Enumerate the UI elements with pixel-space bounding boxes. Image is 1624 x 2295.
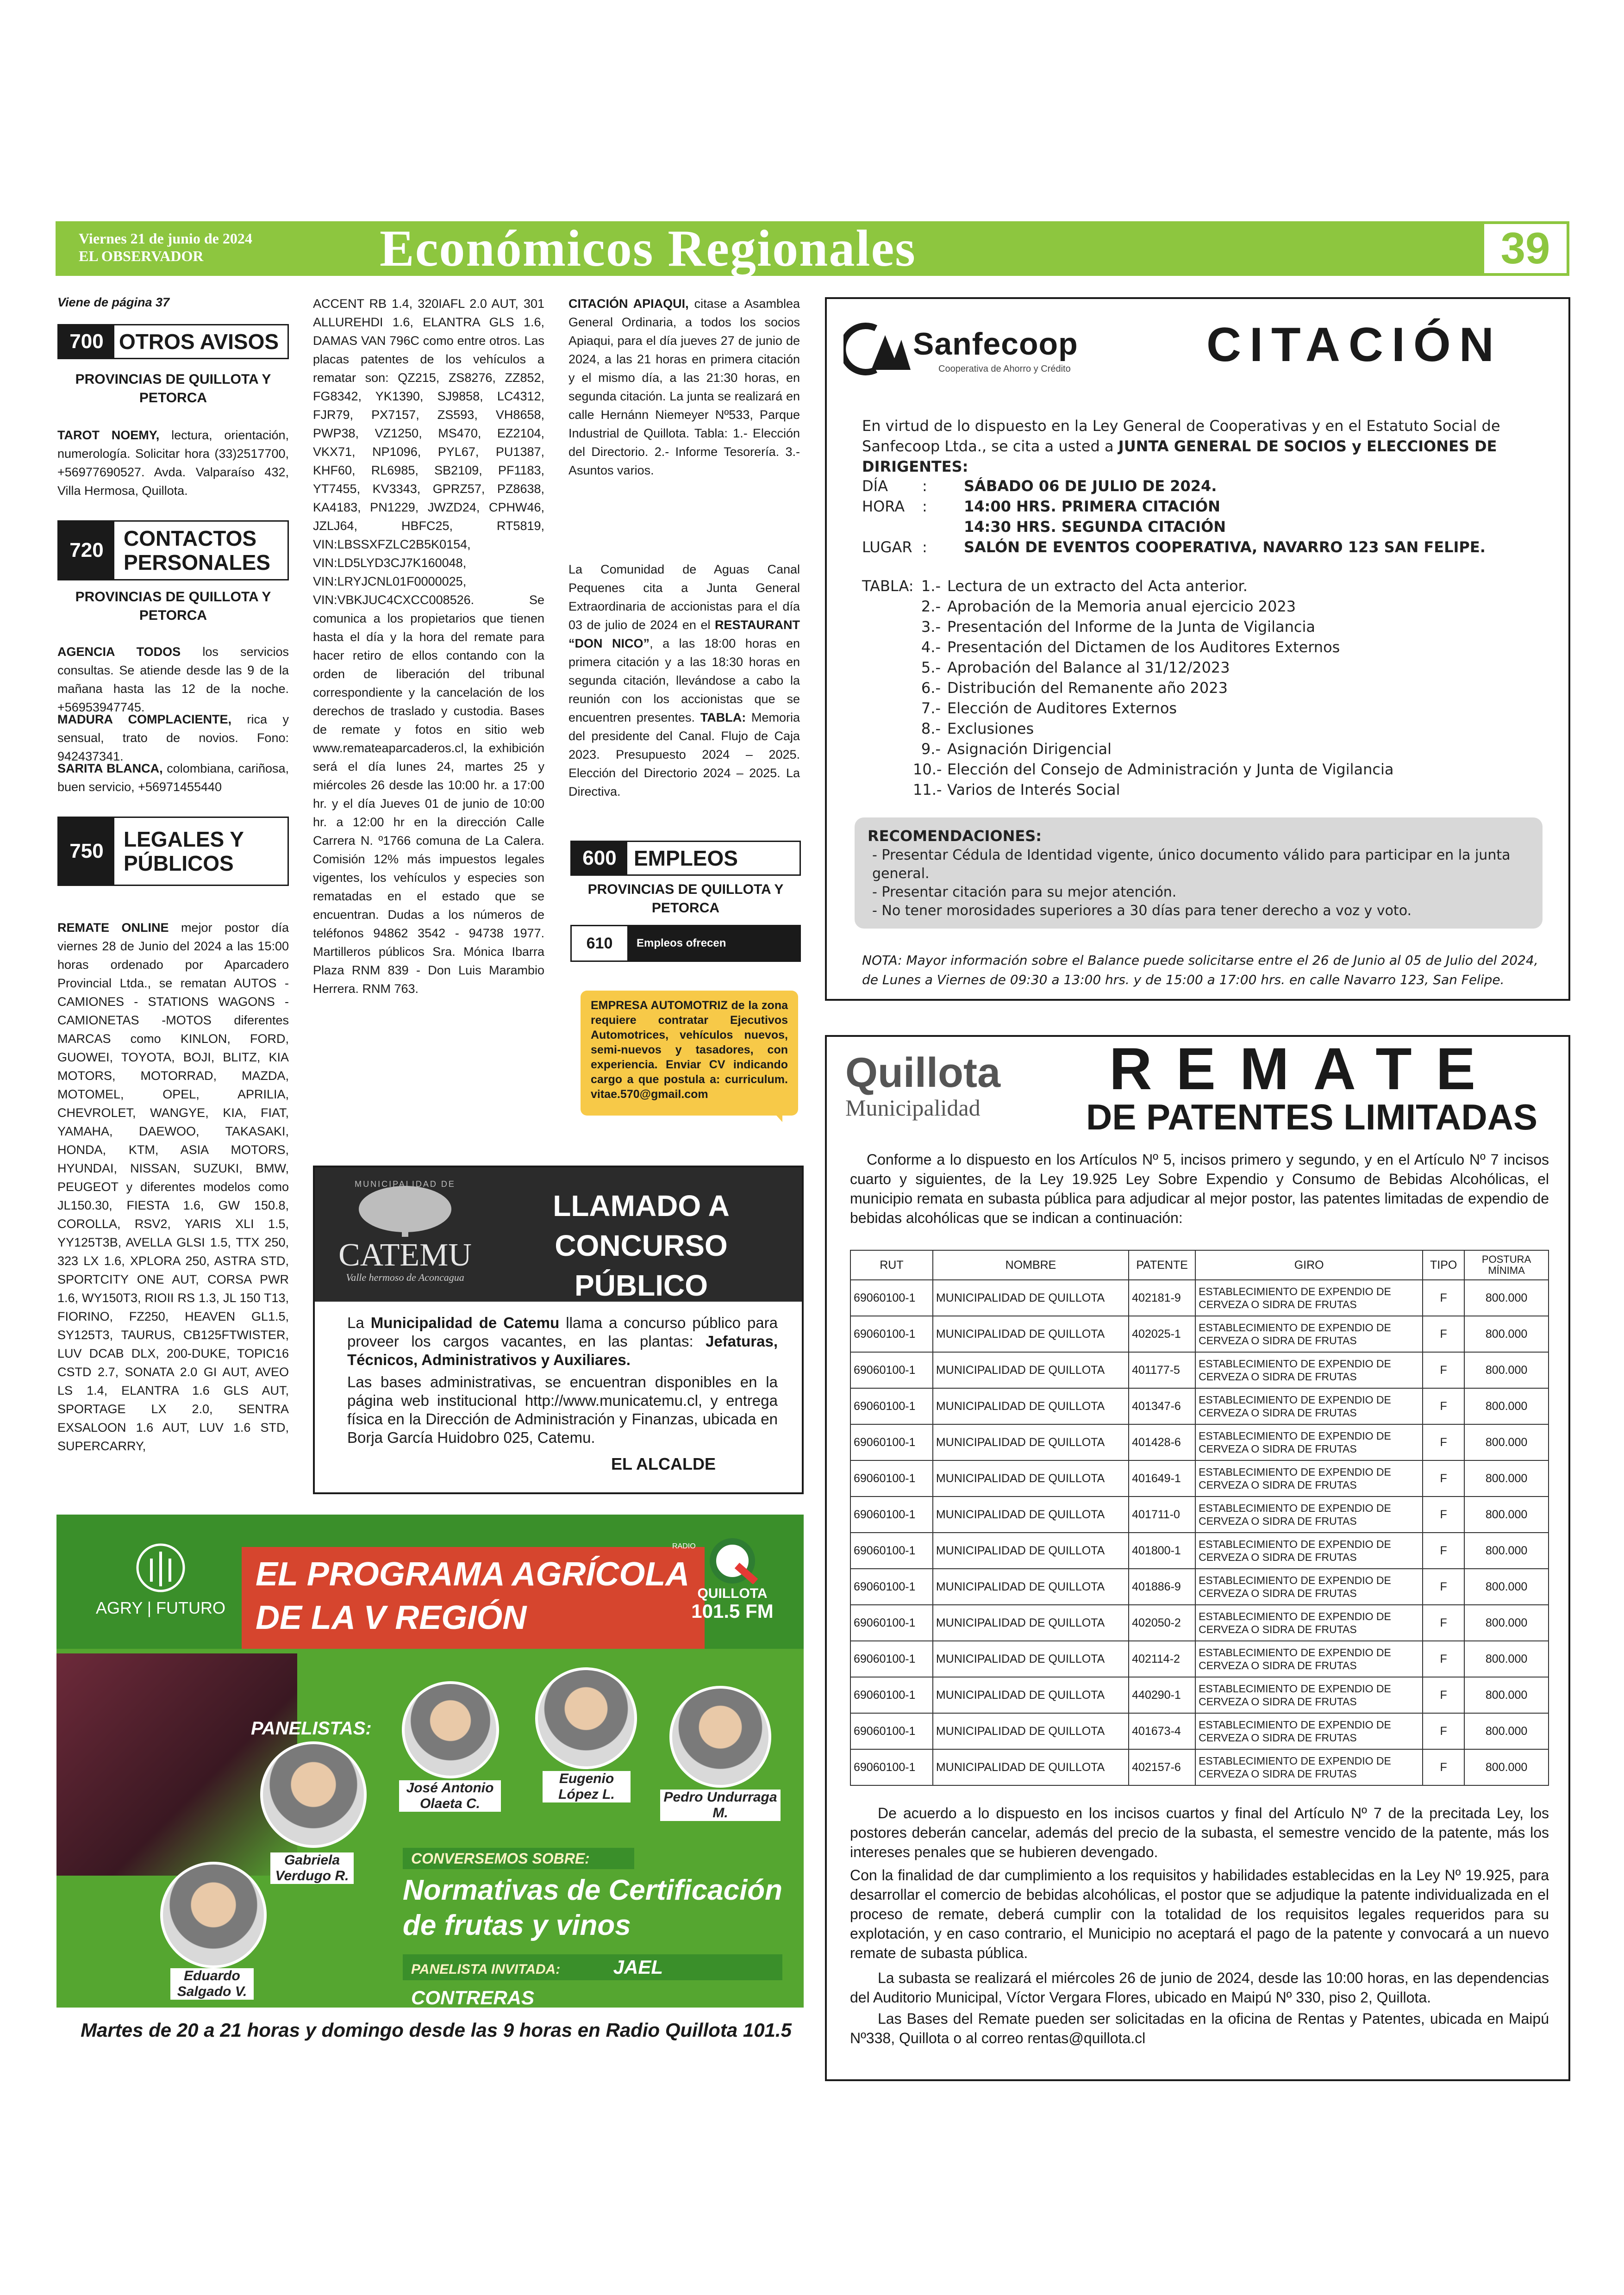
agry-logo-word1: AGRY (95, 1598, 143, 1617)
panelistas-label: PANELISTAS: (251, 1718, 372, 1739)
catemu-para2: Las bases administrativas, se encuentran disponibles en la página web institucional http://www.municatemu.cl, y entrega física en la Dirección de Administración y Finanzas, ubicada en Borja García Huidobro 025, Catemu. (347, 1373, 778, 1446)
page-header (56, 221, 1569, 276)
remate-para3: La subasta se realizará el miércoles 26 de junio de 2024, desde las 10:00 horas, en las dependencias del Auditorio Municipal, Víctor Vergara Flores, ubicado en Maipú Nº 330, piso 2, Quillota. (850, 1970, 1549, 2006)
table-row (850, 1641, 1549, 1677)
table-row (850, 1569, 1549, 1605)
ad-citacion-apiaqui (568, 294, 800, 480)
panelist-photo-4 (260, 1741, 367, 1848)
cell-tipo: F (1423, 1460, 1464, 1497)
from-page-note: Viene de página 37 (57, 295, 170, 309)
ad-sarita (57, 759, 289, 796)
cell-tipo: F (1423, 1388, 1464, 1424)
panelist-photo-2 (535, 1667, 637, 1769)
cell-patente: 402114-2 (1129, 1641, 1195, 1677)
cell-patente: 401649-1 (1129, 1460, 1195, 1497)
cell-nombre: MUNICIPALIDAD DE QUILLOTA (933, 1424, 1129, 1460)
tabla-item (913, 637, 1543, 657)
tabla-item (913, 739, 1543, 759)
section-700-header (57, 324, 289, 359)
cell-rut: 69060100-1 (850, 1605, 933, 1641)
section-region: PROVINCIAS DE QUILLOTA Y PETORCA (587, 882, 784, 916)
conversemos-label: CONVERSEMOS SOBRE: (403, 1848, 634, 1869)
cell-giro: ESTABLECIMIENTO DE EXPENDIO DE CERVEZA O SIDRA DE FRUTAS (1195, 1569, 1423, 1605)
agry-title-line2: DE LA V REGIÓN (256, 1599, 527, 1636)
lugar-label: LUGAR (862, 538, 912, 556)
cell-tipo: F (1423, 1677, 1464, 1713)
cell-postura: 800.000 (1464, 1280, 1549, 1316)
header-paper: EL OBSERVADOR (79, 248, 204, 264)
tabla-item-text: Varios de Interés Social (947, 781, 1120, 798)
reco-bullet: - (872, 884, 882, 900)
cell-rut: 69060100-1 (850, 1749, 933, 1785)
speech-tail-shape (764, 1102, 782, 1122)
reco-bullet: - (872, 903, 882, 919)
ad-name: SARITA BLANCA, (57, 761, 163, 775)
section-label (124, 522, 270, 579)
reco-title: RECOMENDACIONES: (868, 827, 1042, 845)
col-header-nombre: NOMBRE (933, 1250, 1129, 1280)
section-720-header (57, 520, 289, 580)
cell-patente: 401428-6 (1129, 1424, 1195, 1460)
section-number: 750 (59, 818, 114, 885)
table-row (850, 1460, 1549, 1497)
tabla-item-text: Aprobación de la Memoria anual ejercicio 2023 (947, 598, 1296, 615)
tabla-item-text: Lectura de un extracto del Acta anterior. (947, 577, 1248, 595)
dia-label: DÍA (862, 477, 888, 495)
catemu-text: La (347, 1314, 371, 1331)
cell-nombre: MUNICIPALIDAD DE QUILLOTA (933, 1569, 1129, 1605)
invited-panelist (403, 1954, 782, 2008)
page-number: 39 (1481, 221, 1569, 276)
ad-name: AGENCIA TODOS (57, 645, 181, 659)
sanfecoop-emblem-icon (843, 321, 913, 377)
cell-giro: ESTABLECIMIENTO DE EXPENDIO DE CERVEZA O SIDRA DE FRUTAS (1195, 1749, 1423, 1785)
hora-label: HORA (862, 498, 905, 515)
ad-name: CITACIÓN APIAQUI, (568, 297, 689, 311)
col-header-postura: POSTURA MÍNIMA (1464, 1250, 1549, 1280)
col-header-tipo: TIPO (1423, 1250, 1464, 1280)
cell-giro: ESTABLECIMIENTO DE EXPENDIO DE CERVEZA O SIDRA DE FRUTAS (1195, 1460, 1423, 1497)
cell-nombre: MUNICIPALIDAD DE QUILLOTA (933, 1641, 1129, 1677)
cell-nombre: MUNICIPALIDAD DE QUILLOTA (933, 1677, 1129, 1713)
table-row (850, 1316, 1549, 1352)
hora-colon: : (922, 498, 927, 515)
agry-logo (84, 1542, 237, 1649)
panelist-photo-5 (160, 1862, 267, 1968)
ad-bold: TABLA: (700, 711, 746, 724)
reco-text: Presentar Cédula de Identidad vigente, único documento válido para participar en la junta general. (872, 847, 1511, 882)
catemu-para1 (347, 1314, 778, 1369)
section-number: 720 (59, 522, 114, 579)
catemu-banner (315, 1167, 802, 1302)
tabla-item-text: Distribución del Remanente año 2023 (947, 679, 1228, 697)
agry-futuro-banner (56, 1515, 804, 2008)
ad-text: mejor postor día viernes 28 de Junio del 2024 a las 15:00 horas ordenado por Aparcadero Provincial Ltda., se rematan AUTOS - CAMIONES - STATIONS WAGONS - CAMIONETAS -MOTOS diferentes MARCAS como KINLON, FORD, GUOWEI, TOYOTA, BOJI, BLITZ, KIA MOTORS, MOTORRAD, MAZDA, MOTOMEL, OPEL, APRILIA, CHEVROLET, WANGYE, KIA, FIAT, YAMAHA, DAEWOO, TAKASAKI, HONDA, KTM, ASIA MOTORS, HYUNDAI, NISSAN, SUZUKI, BMW, PEUGEOT y diferentes modelos como JL150.30, FIESTA 1.6, GW 150.8, COROLLA, RSV2, YARIS XLI 1.5, YY125T3B, AVELLA GLSI 1.5, TTX 250, 323 LX 1.6, XPLORA 250, ASTRA STD, SPORTCITY ONE AUT, CORSA PWR 1.6, WY150T3, RIOII RS 1.3, JL 150 T13, FIORINO, FZ250, HEAVEN GL1.5, SY125T3, TAURUS, CB125FTWISTER, LUV DCAB DLX, 200-DUKE, TOPIC16 CSTD 2.7, SONATA 2.0 GI AUT, AVEO LS 1.4, ELANTRA 1.6 GLS AUT, SPORTAGE LX 2.0, SENTRA EXSALOON 1.6 AUT, LUV 1.6 STD, SUPERCARRY, (57, 921, 289, 1453)
agry-title (256, 1553, 689, 1640)
cell-rut: 69060100-1 (850, 1424, 933, 1460)
section-number: 700 (59, 325, 114, 358)
lugar-value: SALÓN DE EVENTOS COOPERATIVA, NAVARRO 123 SAN FELIPE. (964, 538, 1486, 556)
cell-nombre: MUNICIPALIDAD DE QUILLOTA (933, 1388, 1129, 1424)
ad-text: lectura, orientación, numerología. Solicitar hora (33)2517700, +56977690527. Avda. Valparaíso 432, Villa Hermosa, Quillota. (57, 428, 289, 498)
sanfecoop-sub: Cooperativa de Ahorro y Crédito (938, 364, 1071, 374)
section-label-line2: PÚBLICOS (124, 851, 234, 875)
catemu-ad (313, 1166, 804, 1494)
cell-postura: 800.000 (1464, 1677, 1549, 1713)
ad-remate-continued: ACCENT RB 1.4, 320IAFL 2.0 AUT, 301 ALLUREHDI 1.6, ELANTRA GLS 1.6, DAMAS VAN 796C como entre otros. Las placas patentes de los vehículos a rematar son: QZ215, ZS8276, ZZ852, FG8342, YK1390, SJ9858, LC4312, FJR79, PX7157, ZS593, VH8658, PWP38, VZ1250, MS470, EZ2104, VKX71, NP1096, PYL67, PU1387, KHF60, RL6985, SB2109, PF1183, YT7455, KV3343, GPRZ57, PZ8638, KA4183, PN1229, JWZD24, CPHW46, JZLJ64, HBFC25, RT5819, VIN:LBSSXFZLC2B5K0154, VIN:LD5LYD3CJ7K160048, VIN:LRYJCNL01F0000025, VIN:VBKJUC4CXCC008526. Se comunica a los propietarios que tienen hasta el día y la hora del remate para hacer retiro de ellos contando con la orden de liberación del tribunal correspondiente y la cancelación de los derechos de traslado y custodia. Bases de remate y fotos en sitio web www.remateaparcaderos.cl, la exhibición será el día lunes 24, martes 25 y miércoles 26 desde las 10:00 hr. a 17:00 hr. y el día Jueves 01 de junio de 10:00 hr. a 12:00 hr en la dirección Calle Carrera N. º1766 comuna de La Calera. Comisión 12% más impuestos legales vigentes, los vehículos y especies son rematadas en el estado que se encuentran. Dudas a los números de teléfonos 94862 3542 - 94738 1977. Martilleros públicos Sra. Mónica Ibarra Plaza RNM 839 - Don Luis Marambio Herrera. RNM 763. (313, 297, 544, 996)
tabla-item-number: 1.- (921, 577, 941, 595)
cell-patente: 402181-9 (1129, 1280, 1195, 1316)
subsection-number: 610 (572, 926, 627, 960)
ad-bold: RESTAURANT “DON NICO” (568, 618, 800, 650)
ad-text: los servicios consultas. Se atiende desde las 9 de la mañana hasta las 12 de la noche. +56953947745. (57, 645, 289, 714)
cell-postura: 800.000 (1464, 1569, 1549, 1605)
ad-madura (57, 710, 289, 766)
patentes-table (850, 1250, 1549, 1786)
tabla-item-text: Elección de Auditores Externos (947, 699, 1177, 717)
reco-text: Presentar citación para su mejor atención. (881, 884, 1177, 900)
tabla-item (913, 718, 1543, 739)
ad-text: La Comunidad de Aguas Canal Pequenes cita a Junta General Extraordinaria de accionistas para el día 03 de julio de 2024 en el (568, 562, 800, 632)
reco-item (868, 883, 1530, 902)
section-label-line1: LEGALES Y (124, 827, 244, 851)
cell-rut: 69060100-1 (850, 1497, 933, 1533)
catemu-logo-sub: Valle hermoso de Aconcagua (346, 1272, 464, 1283)
cell-tipo: F (1423, 1280, 1464, 1316)
table-row (850, 1424, 1549, 1460)
cell-nombre: MUNICIPALIDAD DE QUILLOTA (933, 1533, 1129, 1569)
ad-text: colombiana, cariñosa, buen servicio, +56971455440 (57, 761, 289, 794)
subsection-610-header (570, 925, 801, 962)
cell-postura: 800.000 (1464, 1533, 1549, 1569)
panelist-photo-1 (402, 1681, 499, 1778)
table-header-row (850, 1250, 1549, 1280)
section-750-header (57, 817, 289, 886)
cell-tipo: F (1423, 1749, 1464, 1785)
radio-name: QUILLOTA (697, 1586, 768, 1601)
cell-giro: ESTABLECIMIENTO DE EXPENDIO DE CERVEZA O SIDRA DE FRUTAS (1195, 1316, 1423, 1352)
tabla-item-number: 8.- (921, 720, 941, 737)
header-date-block (79, 230, 252, 265)
cell-giro: ESTABLECIMIENTO DE EXPENDIO DE CERVEZA O SIDRA DE FRUTAS (1195, 1641, 1423, 1677)
catemu-signature: EL ALCALDE (611, 1454, 716, 1473)
reco-text: No tener morosidades superiores a 30 días para tener derecho a voz y voto. (881, 903, 1412, 919)
remate-patentes (825, 1035, 1570, 2081)
tabla-item-number: 5.- (921, 659, 941, 676)
radio-quillota-logo (668, 1538, 797, 1621)
hora-value-1: 14:00 HRS. PRIMERA CITACIÓN (964, 498, 1220, 515)
remate-para1: De acuerdo a lo dispuesto en los incisos cuartos y final del Artículo Nº 7 de la precitada Ley, los postores deberán cancelar, además del precio de la subasta, el semestre vencido de la patente, más los intereses penales que se hubieren devengado. (850, 1805, 1549, 1860)
remate-subtitle: DE PATENTES LIMITADAS (1086, 1097, 1537, 1137)
table-row (850, 1749, 1549, 1785)
cell-giro: ESTABLECIMIENTO DE EXPENDIO DE CERVEZA O SIDRA DE FRUTAS (1195, 1497, 1423, 1533)
section-region: PROVINCIAS DE QUILLOTA Y PETORCA (75, 589, 271, 623)
topic-line1: Normativas de Certificación (403, 1874, 783, 1906)
cell-giro: ESTABLECIMIENTO DE EXPENDIO DE CERVEZA O SIDRA DE FRUTAS (1195, 1388, 1423, 1424)
lugar-colon: : (922, 538, 927, 556)
ad-text: rica y sensual, trato de novios. Fono: 942437341. (57, 712, 289, 763)
ad-name: REMATE ONLINE (57, 921, 169, 935)
cell-postura: 800.000 (1464, 1497, 1549, 1533)
cell-rut: 69060100-1 (850, 1641, 933, 1677)
hora-value-2: 14:30 HRS. SEGUNDA CITACIÓN (964, 518, 1226, 536)
cell-postura: 800.000 (1464, 1388, 1549, 1424)
tabla-item (913, 657, 1543, 678)
cell-nombre: MUNICIPALIDAD DE QUILLOTA (933, 1749, 1129, 1785)
catemu-title-line1: LLAMADO A (553, 1189, 730, 1222)
ad-empresa-automotriz: EMPRESA AUTOMOTRIZ de la zona requiere contratar Ejecutivos Automotrices, vehículos nuevos, semi-nuevos y tasadores, con experiencia. Enviar CV indicando cargo a que postula a: curriculum. vitae.570@gmail.com (581, 991, 798, 1116)
cell-rut: 69060100-1 (850, 1677, 933, 1713)
agry-logo-text: AGRY | FUTURO (95, 1598, 226, 1617)
citacion-sanfecoop (825, 297, 1570, 1001)
radio-q-icon (705, 1538, 760, 1584)
topic-line2: de frutas y vinos (403, 1909, 631, 1941)
cell-postura: 800.000 (1464, 1460, 1549, 1497)
table-row (850, 1388, 1549, 1424)
tabla-item (913, 678, 1543, 698)
cell-patente: 401347-6 (1129, 1388, 1195, 1424)
table-row (850, 1533, 1549, 1569)
cell-nombre: MUNICIPALIDAD DE QUILLOTA (933, 1280, 1129, 1316)
panelist-name-3: Pedro Undurraga M. (660, 1790, 781, 1821)
radio-small: RADIO (672, 1542, 696, 1550)
cell-patente: 402050-2 (1129, 1605, 1195, 1641)
cell-postura: 800.000 (1464, 1316, 1549, 1352)
cell-rut: 69060100-1 (850, 1280, 933, 1316)
ad-text: citase a Asamblea General Ordinaria, a todos los socios Apiaqui, para el día jueves 27 de junio de 2024, a las 21 horas en primera citación y el mismo día, a las 21:30 horas, en segunda citación. La junta se realizará en calle Hernánn Niemeyer Nº533, Parque Industrial de Quillota. Tabla: 1.- Elección del Directorio. 2.- Informe Tesorería. 3.- Asuntos varios. (568, 297, 800, 477)
cell-rut: 69060100-1 (850, 1533, 933, 1569)
cell-nombre: MUNICIPALIDAD DE QUILLOTA (933, 1497, 1129, 1533)
reco-bullet: - (872, 847, 882, 863)
table-row (850, 1280, 1549, 1316)
ad-name: TAROT NOEMY, (57, 428, 160, 442)
cell-nombre: MUNICIPALIDAD DE QUILLOTA (933, 1460, 1129, 1497)
cell-giro: ESTABLECIMIENTO DE EXPENDIO DE CERVEZA O SIDRA DE FRUTAS (1195, 1677, 1423, 1713)
sanfecoop-name: Sanfecoop (913, 326, 1078, 362)
invited-label: PANELISTA INVITADA: (411, 1962, 561, 1977)
cell-rut: 69060100-1 (850, 1713, 933, 1749)
cell-postura: 800.000 (1464, 1713, 1549, 1749)
radio-frequency: 101.5 FM (691, 1600, 774, 1622)
dia-colon: : (922, 477, 927, 495)
tree-icon (329, 1181, 481, 1237)
tabla-item-text: Elección del Consejo de Administración y Junta de Vigilancia (947, 761, 1394, 778)
cell-postura: 800.000 (1464, 1749, 1549, 1785)
catemu-logo-top: MUNICIPALIDAD DE (355, 1179, 456, 1189)
table-row (850, 1677, 1549, 1713)
wheat-icon (133, 1542, 188, 1593)
cell-patente: 402157-6 (1129, 1749, 1195, 1785)
catemu-title (486, 1186, 796, 1305)
cell-rut: 69060100-1 (850, 1388, 933, 1424)
ad-name: MADURA COMPLACIENTE, (57, 712, 231, 726)
tabla-item-text: Presentación del Dictamen de los Auditores Externos (947, 638, 1340, 656)
cell-patente: 402025-1 (1129, 1316, 1195, 1352)
cell-nombre: MUNICIPALIDAD DE QUILLOTA (933, 1316, 1129, 1352)
table-body (850, 1280, 1549, 1785)
dia-value: SÁBADO 06 DE JULIO DE 2024. (964, 477, 1217, 495)
table-row (850, 1605, 1549, 1641)
cell-rut: 69060100-1 (850, 1316, 933, 1352)
table-row (850, 1497, 1549, 1533)
section-label (124, 818, 244, 885)
cell-tipo: F (1423, 1605, 1464, 1641)
tabla-item (913, 576, 1543, 596)
cell-patente: 440290-1 (1129, 1677, 1195, 1713)
cell-rut: 69060100-1 (850, 1352, 933, 1388)
citacion-nota: NOTA: Mayor información sobre el Balance puede solicitarse entre el 26 de Junio al 05 de Julio del 2024, de Lunes a Viernes de 09:30 a 13:00 hrs. y de 15:00 a 17:00 hrs. en calle Navarro 123, San Felipe. (862, 953, 1538, 987)
cell-giro: ESTABLECIMIENTO DE EXPENDIO DE CERVEZA O SIDRA DE FRUTAS (1195, 1533, 1423, 1569)
tabla-item-number: 4.- (921, 638, 941, 656)
tabla-item (913, 617, 1543, 637)
col-header-rut: RUT (850, 1250, 933, 1280)
quillota-logo-text: Quillota (845, 1050, 1000, 1096)
table-row (850, 1713, 1549, 1749)
cell-postura: 800.000 (1464, 1641, 1549, 1677)
cell-tipo: F (1423, 1641, 1464, 1677)
section-label-line2: PERSONALES (124, 550, 270, 574)
col-header-giro: GIRO (1195, 1250, 1423, 1280)
cell-tipo: F (1423, 1533, 1464, 1569)
intro-text: En virtud de lo dispuesto en la Ley General de Cooperativas y en el Estatuto Social de Sanfecoop Ltda., se cita a usted a (862, 417, 1500, 455)
remate-intro: Conforme a lo dispuesto en los Artículos Nº 5, incisos primero y segundo, y en el Artículo Nº 7 incisos cuarto y siguientes, de la Ley 19.925 Ley Sobre Expendio y Consumo de Bebidas Alcohólicas, el municipio remata en subasta pública para adjudicar al mejor postor, las patentes limitadas de expendio de bebidas alcohólicas que se indican a continuación: (850, 1151, 1549, 1226)
ad-agencia (57, 642, 289, 717)
intro-bold: JUNTA GENERAL DE SOCIOS y ELECCIONES DE DIRIGENTES: (862, 437, 1497, 475)
quillota-logo-sub: Municipalidad (845, 1095, 981, 1121)
cell-patente: 401177-5 (1129, 1352, 1195, 1388)
tabla-item (913, 698, 1543, 718)
reco-item (868, 846, 1530, 883)
catemu-bold: Municipalidad de Catemu (370, 1314, 560, 1331)
reco-list (868, 846, 1530, 920)
cell-postura: 800.000 (1464, 1424, 1549, 1460)
cell-patente: 401800-1 (1129, 1533, 1195, 1569)
subsection-label: Empleos ofrecen (627, 926, 800, 960)
tabla-item-number: 6.- (921, 679, 941, 697)
remate-para4: Las Bases del Remate pueden ser solicitadas en la oficina de Rentas y Patentes, ubicada en Maipú Nº338, Quillota o al correo rentas@quillota.cl (850, 2010, 1549, 2046)
cell-rut: 69060100-1 (850, 1569, 933, 1605)
cell-nombre: MUNICIPALIDAD DE QUILLOTA (933, 1352, 1129, 1388)
cell-tipo: F (1423, 1497, 1464, 1533)
reco-item (868, 902, 1530, 920)
header-date: Viernes 21 de junio de 2024 (79, 230, 252, 247)
panelist-name-5: Eduardo Salgado V. (170, 1968, 254, 2000)
tabla-item-number: 9.- (921, 740, 941, 758)
cell-giro: ESTABLECIMIENTO DE EXPENDIO DE CERVEZA O SIDRA DE FRUTAS (1195, 1352, 1423, 1388)
cell-patente: 401711-0 (1129, 1497, 1195, 1533)
cell-tipo: F (1423, 1569, 1464, 1605)
section-region: PROVINCIAS DE QUILLOTA Y PETORCA (75, 372, 271, 405)
ad-text: , a las 18:00 horas en primera citación y a las 18:30 horas en segunda citación, llevándose a cabo la reunión con los accionistas que se encuentren presentes. (568, 636, 800, 724)
agry-title-line1: EL PROGRAMA AGRÍCOLA (256, 1556, 690, 1593)
cell-giro: ESTABLECIMIENTO DE EXPENDIO DE CERVEZA O SIDRA DE FRUTAS (1195, 1280, 1423, 1316)
cell-giro: ESTABLECIMIENTO DE EXPENDIO DE CERVEZA O SIDRA DE FRUTAS (1195, 1605, 1423, 1641)
catemu-logo (329, 1181, 481, 1288)
citacion-title: CITACIÓN (1206, 318, 1502, 372)
ad-remate-online (57, 918, 289, 1492)
cell-giro: ESTABLECIMIENTO DE EXPENDIO DE CERVEZA O SIDRA DE FRUTAS (1195, 1713, 1423, 1749)
tabla-item-text: Asignación Dirigencial (947, 740, 1112, 758)
agry-logo-word2: FUTURO (156, 1598, 226, 1617)
tabla-label: TABLA: (862, 577, 914, 595)
tabla-item (913, 780, 1543, 800)
cell-tipo: F (1423, 1713, 1464, 1749)
cell-patente: 401673-4 (1129, 1713, 1195, 1749)
wine-photo (56, 1653, 297, 1876)
panelist-name-2: Eugenio López L. (543, 1771, 631, 1802)
ad-canal-pequenes (568, 560, 800, 801)
ad-text: Memoria del presidente del Canal. Flujo de Caja 2023. Presupuesto 2024 – 2025. Elección del Directorio 2024 – 2025. La Directiva. (568, 711, 800, 798)
tabla-item (913, 759, 1543, 780)
tabla-item-number: 11.- (913, 781, 942, 798)
catemu-bold: Jefaturas, Técnicos, Administrativos y Auxiliares. (347, 1333, 778, 1368)
section-label: OTROS AVISOS (119, 330, 279, 354)
section-600-header (570, 841, 801, 876)
remate-title: REMATE (1109, 1036, 1499, 1102)
agry-caption: Martes de 20 a 21 horas y domingo desde las 9 horas en Radio Quillota 101.5 (81, 2019, 792, 2041)
panelist-photo-3 (669, 1686, 771, 1788)
tabla-item-number: 3.- (921, 618, 941, 636)
panelist-name-4: Gabriela Verdugo R. (270, 1852, 354, 1884)
catemu-title-line2: CONCURSO PÚBLICO (555, 1229, 728, 1302)
tabla-item-number: 7.- (921, 699, 941, 717)
remate-para2: Con la finalidad de dar cumplimiento a los requisitos y habilidades establecidas en la Ley Nº 19.925, para desarrollar el comercio de bebidas alcohólicas, el postor que se adjudique la patente individualizada en el proceso de remate, deberá cumplir con la totalidad de los requisitos legales requeridos para su explotación, y en caso contrario, el Municipio no aceptará el pago de la patente y convocará a un nuevo remate de subasta pública. (850, 1867, 1549, 1961)
cell-nombre: MUNICIPALIDAD DE QUILLOTA (933, 1713, 1129, 1749)
invited-name: JAEL CONTRERAS (411, 1956, 663, 2008)
cell-tipo: F (1423, 1352, 1464, 1388)
tabla-list (913, 576, 1543, 800)
catemu-text: llama a concurso público para proveer los cargos vacantes, en las plantas: (347, 1314, 778, 1350)
section-label: EMPLEOS (634, 846, 738, 870)
tabla-item-number: 2.- (921, 598, 941, 615)
cell-postura: 800.000 (1464, 1605, 1549, 1641)
table-row (850, 1352, 1549, 1388)
ad-tarot (57, 426, 289, 500)
catemu-logo-text: CATEMU (338, 1237, 472, 1273)
tabla-item-text: Aprobación del Balance al 31/12/2023 (947, 659, 1230, 676)
cell-rut: 69060100-1 (850, 1460, 933, 1497)
cell-tipo: F (1423, 1316, 1464, 1352)
tabla-item (913, 596, 1543, 617)
cell-patente: 401886-9 (1129, 1569, 1195, 1605)
cell-postura: 800.000 (1464, 1352, 1549, 1388)
tabla-item-text: Presentación del Informe de la Junta de Vigilancia (947, 618, 1315, 636)
topic (403, 1873, 782, 1943)
section-number: 600 (572, 842, 627, 874)
sanfecoop-logo (843, 321, 1131, 381)
cell-nombre: MUNICIPALIDAD DE QUILLOTA (933, 1605, 1129, 1641)
cell-giro: ESTABLECIMIENTO DE EXPENDIO DE CERVEZA O SIDRA DE FRUTAS (1195, 1424, 1423, 1460)
section-label-line1: CONTACTOS (124, 526, 257, 550)
cell-tipo: F (1423, 1424, 1464, 1460)
section-title: Económicos Regionales (380, 220, 916, 277)
tabla-item-number: 10.- (913, 761, 942, 778)
recomendaciones-box (855, 817, 1543, 929)
tabla-item-text: Exclusiones (947, 720, 1034, 737)
quillota-logo (845, 1051, 1040, 1129)
citacion-intro (862, 416, 1538, 477)
panelist-name-1: José Antonio Olaeta C. (399, 1780, 501, 1812)
col-header-patente: PATENTE (1129, 1250, 1195, 1280)
